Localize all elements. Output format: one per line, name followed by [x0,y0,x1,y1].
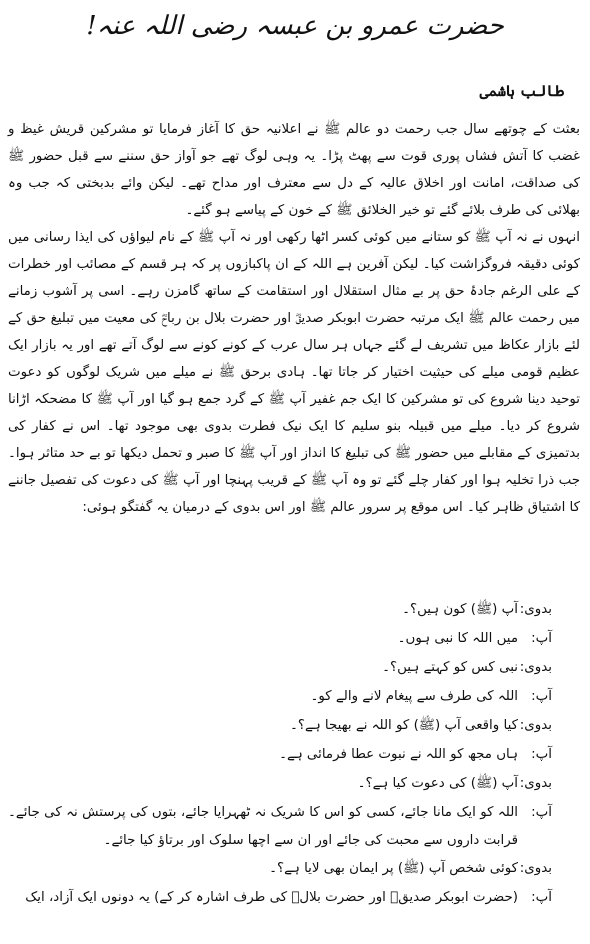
dialogue-row [8,884,580,913]
author-name: طالب ہاشمی [479,82,564,100]
dialogue-list [8,596,580,913]
article-body [8,116,580,521]
dialogue-row [8,770,580,799]
dialogue-row [8,596,580,625]
dialogue-row [8,683,580,712]
dialogue-line: میں اللہ کا نبی ہوں۔ [397,631,518,646]
dialogue-speaker: بدوی: [519,861,552,876]
dialogue-line: آپ (ﷺ) کون ہیں؟۔ [402,602,518,617]
dialogue-speaker: بدوی: [519,602,552,617]
dialogue-speaker: آپ: [531,747,552,762]
dialogue-line: اللہ کی طرف سے پیغام لانے والے کو۔ [310,689,518,704]
dialogue-row [8,654,580,683]
dialogue-line: کیا واقعی آپ (ﷺ) کو اللہ نے بھیجا ہے؟۔ [290,718,518,733]
dialogue-row [8,625,580,654]
dialogue-line: آپ (ﷺ) کی دعوت کیا ہے؟۔ [357,776,518,791]
paragraph: بعثت کے چوتھے سال جب رحمت دو عالم ﷺ نے اعلانیہ حق کا آغاز فرمایا تو مشرکین قریش غیظ و غضب کا آتش فشاں پوری قوت سے پھٹ پڑا۔ یہ وہی لوگ تھے جو آواز حق سننے سے قبل حضور ﷺ کی صداقت، امانت اور اخلاق عالیہ کے دل سے معترف اور مداح تھے۔ لیکن وائے بدبختی کہ جب وہ بھلائی کی طرف بلائے گئے تو خیر الخلائق ﷺ کے خون کے پیاسے ہو گئے۔ [8,122,580,218]
dialogue-speaker: بدوی: [519,660,552,675]
dialogue-row [8,855,580,884]
dialogue-speaker: آپ: [531,689,552,704]
dialogue-line: نبی کس کو کہتے ہیں؟۔ [382,660,518,675]
dialogue-line: (حضرت ابوبکر صدیقؓ اور حضرت بلالؓ کی طرف اشارہ کر کے) یہ دونوں ایک آزاد، ایک [25,890,518,905]
dialogue-speaker: آپ: [531,890,552,905]
dialogue-line: اللہ کو ایک مانا جائے، کسی کو اس کا شریک نہ ٹھہرایا جائے، بتوں کی پرستش نہ کی جائے۔ قرابت داروں سے محبت کی جائے اور ان سے اچھا سلوک اور برتاؤ کیا جائے۔ [8,805,518,848]
dialogue-row [8,712,580,741]
dialogue-line: کوئی شخص آپ (ﷺ) پر ایمان بھی لایا ہے؟۔ [269,861,518,876]
article-title: حضرت عمرو بن عبسہ رضی اللہ عنہ! [86,11,504,41]
dialogue-speaker: آپ: [531,631,552,646]
dialogue-speaker: آپ: [531,805,552,820]
dialogue-speaker: بدوی: [519,718,552,733]
paragraph: انہوں نے نہ آپ ﷺ کو ستانے میں کوئی کسر اٹھا رکھی اور نہ آپ ﷺ کے نام لیواؤں کی ایذا رسانی میں کوئی دقیقہ فروگزاشت کیا۔ لیکن آفرین ہے اللہ کے ان پاکبازوں پر کہ ہر قسم کے مصائب اور خطرات کے علی الرغم جادۂ حق پر بے مثال استقلال اور استقامت کے ساتھ گامزن رہے۔ اسی پر آشوب زمانے میں رحمت عالم ﷺ ایک مرتبہ حضرت ابوبکر صدیقؓ اور حضرت بلال بن رباحؓ کی معیت میں تبلیغ حق کے لئے بازار عکاظ میں تشریف لے گئے جہاں ہر سال عرب کے کونے کونے سے لوگ آتے تھے اور یہ بازار ایک عظیم قومی میلے کی حیثیت اختیار کر جاتا تھا۔ ہادی برحق ﷺ نے میلے میں شریک لوگوں کو دعوت توحید دینا شروع کی تو مشرکین کا ایک جم غفیر آپ ﷺ کے گرد جمع ہو گیا اور آپ ﷺ کا مضحکہ اڑانا شروع کر دیا۔ میلے میں قبیلہ بنو سلیم کا ایک نیک فطرت بدوی بھی موجود تھا۔ اس نے کفار کی بدتمیزی کے مقابلے میں حضور ﷺ کی تبلیغ کا انداز اور آپ ﷺ کا صبر و تحمل دیکھا تو بے حد متاثر ہوا۔ جب ذرا تخلیہ ہوا اور کفار چلے گئے تو وہ آپ ﷺ کے قریب پہنچا اور آپ ﷺ کی دعوت کی تفصیل جاننے کا اشتیاق ظاہر کیا۔ اس موقع پر سرور عالم ﷺ اور اس بدوی کے درمیان یہ گفتگو ہوئی: [8,230,580,515]
dialogue-speaker: بدوی: [519,776,552,791]
dialogue-row [8,741,580,770]
dialogue-row [8,799,580,855]
dialogue-line: ہاں مجھ کو اللہ نے نبوت عطا فرمائی ہے۔ [279,747,518,762]
